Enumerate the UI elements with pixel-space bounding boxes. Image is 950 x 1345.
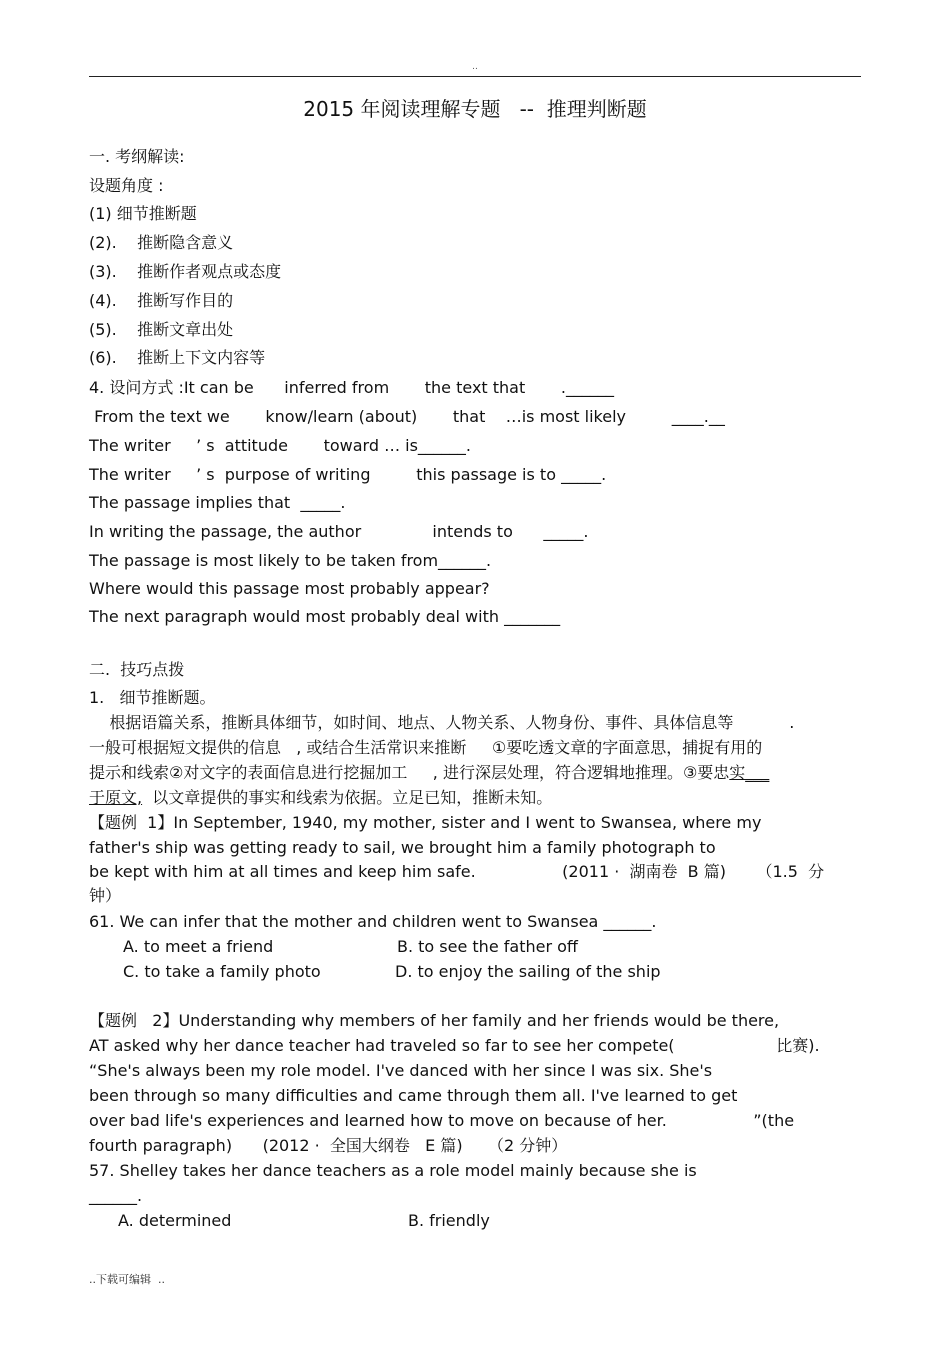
skill-paragraph-line	[89, 762, 769, 784]
question-way: The next paragraph would most probably deal with _______	[89, 607, 561, 626]
header-rule	[89, 76, 861, 77]
option-d: D. to enjoy the sailing of the ship	[395, 962, 661, 981]
example1-line: be kept with him at all times and keep him safe. (2011 · 湖南卷 B 篇) （1.5 分	[89, 862, 825, 881]
angle-item: (1) 细节推断题	[89, 204, 197, 223]
angle-label: 设题角度 :	[89, 176, 164, 195]
example2-line: over bad life's experiences and learned how to move on because of her. ”(the	[89, 1111, 795, 1130]
skill-item-title: 1. 细节推断题。	[89, 688, 216, 707]
option-b: B. friendly	[408, 1211, 490, 1230]
option-b: B. to see the father off	[397, 937, 578, 956]
underlined-text: 于原文,	[89, 788, 143, 807]
question-way: The writer ’ s purpose of writing this passage is to _____.	[89, 465, 607, 484]
question-way: Where would this passage most probably appear?	[89, 579, 490, 598]
example2-line: fourth paragraph) (2012 · 全国大纲卷 E 篇) （2 分钟）	[89, 1136, 568, 1155]
page-footer: ..下载可编辑 ..	[89, 1273, 165, 1286]
angle-item: (5). 推断文章出处	[89, 320, 234, 339]
example1-line: 【题例 1】In September, 1940, my mother, sister and I went to Swansea, where my	[89, 813, 762, 832]
skill-paragraph-line	[89, 787, 552, 809]
example2-question: 57. Shelley takes her dance teachers as a role model mainly because she is	[89, 1161, 697, 1180]
section2-heading: 二. 技巧点拨	[89, 660, 185, 679]
angle-item: (3). 推断作者观点或态度	[89, 262, 282, 281]
example2-line: “She's always been my role model. I've danced with her since I was six. She's	[89, 1061, 713, 1080]
example2-line: AT asked why her dance teacher had traveled so far to see her compete( 比赛).	[89, 1036, 820, 1055]
question-way: The writer ’ s attitude toward … is______.	[89, 436, 472, 455]
example2-line: 【题例 2】Understanding why members of her family and her friends would be there,	[89, 1011, 780, 1030]
angle-item: (2). 推断隐含意义	[89, 233, 234, 252]
header-dots: ..	[472, 62, 478, 72]
option-c: C. to take a family photo	[123, 962, 321, 981]
option-a: A. determined	[118, 1211, 232, 1230]
skill-paragraph-text: 以文章提供的事实和线索为依据。立足已知，推断未知。	[142, 788, 553, 807]
option-a: A. to meet a friend	[123, 937, 274, 956]
question-way: In writing the passage, the author intends to _____.	[89, 522, 589, 541]
skill-paragraph-line: 根据语篇关系，推断具体细节，如时间、地点、人物关系、人物身份、事件、具体信息等 .	[89, 713, 795, 732]
question-way: From the text we know/learn (about) that …is most likely ____.__	[89, 407, 725, 426]
section1-heading: 一. 考纲解读:	[89, 147, 185, 166]
question-way: The passage is most likely to be taken from______.	[89, 551, 492, 570]
example2-line: been through so many difficulties and came through them all. I've learned to get	[89, 1086, 738, 1105]
underlined-text: 实___	[729, 763, 770, 782]
question-way: The passage implies that _____.	[89, 493, 346, 512]
example2-question: ______.	[89, 1186, 143, 1205]
page-title: 2015 年阅读理解专题 -- 推理判断题	[303, 97, 647, 121]
angle-item: (6). 推断上下文内容等	[89, 348, 266, 367]
angle-item: (4). 推断写作目的	[89, 291, 234, 310]
example1-line: father's ship was getting ready to sail, we brought him a family photograph to	[89, 838, 716, 857]
question-way: 4. 设问方式 :It can be inferred from the text that .______	[89, 378, 614, 397]
example1-line: 钟）	[89, 886, 122, 905]
skill-paragraph-line: 一般可根据短文提供的信息 , 或结合生活常识来推断 ①要吃透文章的字面意思，捕捉有用的	[89, 738, 763, 757]
example1-question: 61. We can infer that the mother and children went to Swansea ______.	[89, 912, 657, 931]
skill-paragraph-text: 提示和线索②对文字的表面信息进行挖掘加工 , 进行深层处理，符合逻辑地推理。③要忠	[89, 763, 730, 782]
